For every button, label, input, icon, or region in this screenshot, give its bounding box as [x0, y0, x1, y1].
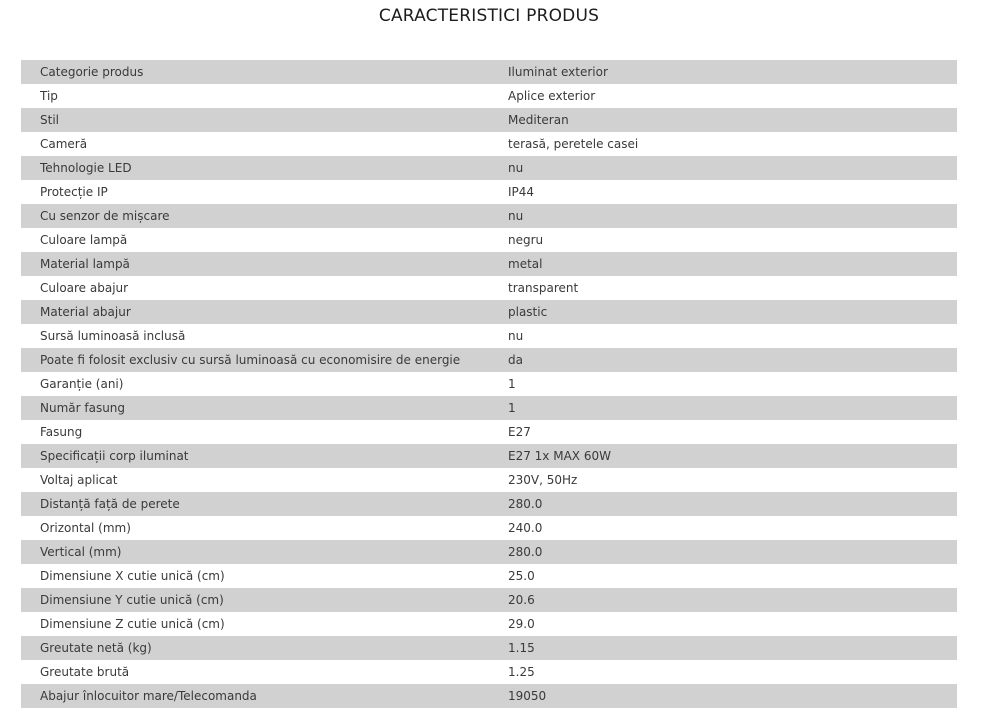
table-row	[21, 156, 957, 180]
spec-value: 1	[489, 372, 957, 396]
spec-label: Protecție IP	[21, 180, 489, 204]
table-row	[21, 252, 957, 276]
spec-value: IP44	[489, 180, 957, 204]
spec-value: nu	[489, 204, 957, 228]
spec-label: Vertical (mm)	[21, 540, 489, 564]
table-row	[21, 348, 957, 372]
table-row	[21, 660, 957, 684]
table-row	[21, 564, 957, 588]
table-row	[21, 132, 957, 156]
table-row	[21, 636, 957, 660]
table-row	[21, 228, 957, 252]
spec-value: 230V, 50Hz	[489, 468, 957, 492]
spec-value: terasă, peretele casei	[489, 132, 957, 156]
table-row	[21, 444, 957, 468]
table-row	[21, 300, 957, 324]
spec-label: Voltaj aplicat	[21, 468, 489, 492]
table-row	[21, 612, 957, 636]
table-row	[21, 684, 957, 708]
spec-label: Poate fi folosit exclusiv cu sursă luminoasă cu economisire de energie	[21, 348, 489, 372]
spec-value: 280.0	[489, 540, 957, 564]
spec-label: Material lampă	[21, 252, 489, 276]
spec-label: Dimensiune Z cutie unică (cm)	[21, 612, 489, 636]
spec-value: transparent	[489, 276, 957, 300]
table-row	[21, 372, 957, 396]
table-row	[21, 276, 957, 300]
spec-value: negru	[489, 228, 957, 252]
spec-value: 240.0	[489, 516, 957, 540]
spec-value: da	[489, 348, 957, 372]
spec-label: Cameră	[21, 132, 489, 156]
spec-value: metal	[489, 252, 957, 276]
table-row	[21, 108, 957, 132]
spec-label: Cu senzor de mișcare	[21, 204, 489, 228]
spec-value: E27 1x MAX 60W	[489, 444, 957, 468]
table-row	[21, 492, 957, 516]
spec-label: Culoare abajur	[21, 276, 489, 300]
spec-value: nu	[489, 156, 957, 180]
spec-value: 1.25	[489, 660, 957, 684]
spec-value: 29.0	[489, 612, 957, 636]
table-row	[21, 84, 957, 108]
table-row	[21, 540, 957, 564]
spec-label: Garanție (ani)	[21, 372, 489, 396]
spec-label: Greutate brută	[21, 660, 489, 684]
spec-label: Tehnologie LED	[21, 156, 489, 180]
spec-label: Specificații corp iluminat	[21, 444, 489, 468]
spec-label: Distanță față de perete	[21, 492, 489, 516]
table-row	[21, 180, 957, 204]
table-row	[21, 60, 957, 84]
spec-value: 280.0	[489, 492, 957, 516]
spec-value: E27	[489, 420, 957, 444]
spec-label: Abajur înlocuitor mare/Telecomanda	[21, 684, 489, 708]
spec-value: 20.6	[489, 588, 957, 612]
table-row	[21, 468, 957, 492]
spec-label: Material abajur	[21, 300, 489, 324]
spec-value: 1	[489, 396, 957, 420]
spec-label: Greutate netă (kg)	[21, 636, 489, 660]
specs-table-body	[21, 60, 957, 708]
spec-label: Categorie produs	[21, 60, 489, 84]
spec-label: Fasung	[21, 420, 489, 444]
spec-label: Dimensiune Y cutie unică (cm)	[21, 588, 489, 612]
spec-value: nu	[489, 324, 957, 348]
spec-value: Iluminat exterior	[489, 60, 957, 84]
spec-value: Mediteran	[489, 108, 957, 132]
table-row	[21, 588, 957, 612]
spec-label: Orizontal (mm)	[21, 516, 489, 540]
spec-label: Dimensiune X cutie unică (cm)	[21, 564, 489, 588]
table-row	[21, 324, 957, 348]
spec-label: Sursă luminoasă inclusă	[21, 324, 489, 348]
spec-value: 19050	[489, 684, 957, 708]
spec-label: Număr fasung	[21, 396, 489, 420]
product-specs-table	[21, 60, 957, 708]
spec-value: Aplice exterior	[489, 84, 957, 108]
table-row	[21, 396, 957, 420]
table-row	[21, 516, 957, 540]
spec-label: Tip	[21, 84, 489, 108]
spec-label: Culoare lampă	[21, 228, 489, 252]
table-row	[21, 420, 957, 444]
table-row	[21, 204, 957, 228]
spec-value: plastic	[489, 300, 957, 324]
page-title: CARACTERISTICI PRODUS	[378, 6, 600, 26]
spec-value: 1.15	[489, 636, 957, 660]
spec-value: 25.0	[489, 564, 957, 588]
spec-label: Stil	[21, 108, 489, 132]
